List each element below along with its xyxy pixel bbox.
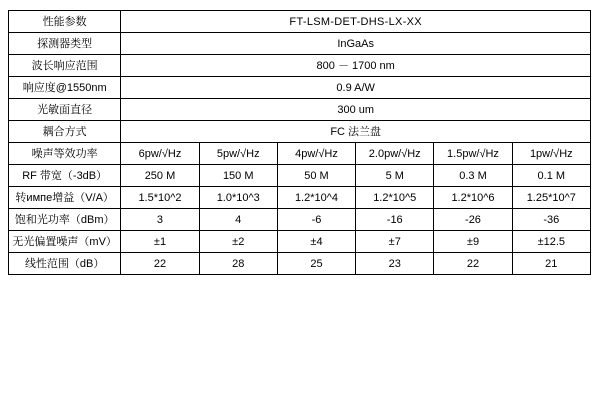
- row-label-wavelength-range: 波长响应范围: [9, 55, 121, 77]
- table-cell: 5 M: [356, 165, 434, 187]
- cell-active-area-diameter-value: 300 um: [121, 99, 591, 121]
- table-cell: 1.2*10^6: [434, 187, 512, 209]
- table-row: [9, 121, 591, 143]
- table-row: [9, 231, 591, 253]
- table-cell: ±12.5: [512, 231, 590, 253]
- table-cell: -26: [434, 209, 512, 231]
- table-cell: ±7: [356, 231, 434, 253]
- table-cell: 22: [434, 253, 512, 275]
- table-cell: 6pw/√Hz: [121, 143, 199, 165]
- row-label-linear-range: 线性范围（dB）: [9, 253, 121, 275]
- table-row: [9, 187, 591, 209]
- specification-table: [8, 10, 591, 275]
- cell-wavelength-range-value: 800 － 1700 nm: [121, 55, 591, 77]
- table-cell: 250 M: [121, 165, 199, 187]
- cell-detector-type-value: InGaAs: [121, 33, 591, 55]
- table-cell: 1.2*10^4: [277, 187, 355, 209]
- table-row: [9, 209, 591, 231]
- table-cell: 1.25*10^7: [512, 187, 590, 209]
- table-cell: ±1: [121, 231, 199, 253]
- row-label-detector-type: 探测器类型: [9, 33, 121, 55]
- table-cell: 4: [199, 209, 277, 231]
- table-cell: 28: [199, 253, 277, 275]
- table-row: [9, 165, 591, 187]
- table-cell: ±4: [277, 231, 355, 253]
- table-cell: 3: [121, 209, 199, 231]
- table-cell: 4pw/√Hz: [277, 143, 355, 165]
- row-label-nep: 噪声等效功率: [9, 143, 121, 165]
- row-label-saturation-power: 饱和光功率（dBm）: [9, 209, 121, 231]
- table-cell: 1pw/√Hz: [512, 143, 590, 165]
- table-cell: 1.5pw/√Hz: [434, 143, 512, 165]
- table-cell: 23: [356, 253, 434, 275]
- table-row: [9, 253, 591, 275]
- table-row: [9, 77, 591, 99]
- row-label-coupling-method: 耦合方式: [9, 121, 121, 143]
- table-cell: 22: [121, 253, 199, 275]
- table-cell: -6: [277, 209, 355, 231]
- table-cell: 5pw/√Hz: [199, 143, 277, 165]
- row-label-dark-offset-noise: 无光偏置噪声（mV）: [9, 231, 121, 253]
- table-cell: 1.2*10^5: [356, 187, 434, 209]
- table-cell: ±2: [199, 231, 277, 253]
- table-row: [9, 143, 591, 165]
- table-cell: 1.0*10^3: [199, 187, 277, 209]
- table-cell: 21: [512, 253, 590, 275]
- table-cell: 0.3 M: [434, 165, 512, 187]
- cell-responsivity-value: 0.9 A/W: [121, 77, 591, 99]
- row-label-responsivity: 响应度@1550nm: [9, 77, 121, 99]
- table-row: [9, 33, 591, 55]
- table-row: [9, 55, 591, 77]
- table-cell: 1.5*10^2: [121, 187, 199, 209]
- cell-model-number: FT-LSM-DET-DHS-LX-XX: [121, 11, 591, 33]
- table-cell: 2.0pw/√Hz: [356, 143, 434, 165]
- row-label-rf-bandwidth: RF 带宽（-3dB）: [9, 165, 121, 187]
- table-cell: 150 M: [199, 165, 277, 187]
- row-label-active-area-diameter: 光敏面直径: [9, 99, 121, 121]
- table-row: [9, 99, 591, 121]
- row-label-performance-parameter: 性能参数: [9, 11, 121, 33]
- table-cell: 50 M: [277, 165, 355, 187]
- table-cell: 0.1 M: [512, 165, 590, 187]
- cell-coupling-method-value: FC 法兰盘: [121, 121, 591, 143]
- table-cell: 25: [277, 253, 355, 275]
- table-row-model: [9, 11, 591, 33]
- row-label-transimpedance-gain: 转импе增益（V/A）: [9, 187, 121, 209]
- table-cell: -36: [512, 209, 590, 231]
- table-cell: -16: [356, 209, 434, 231]
- table-cell: ±9: [434, 231, 512, 253]
